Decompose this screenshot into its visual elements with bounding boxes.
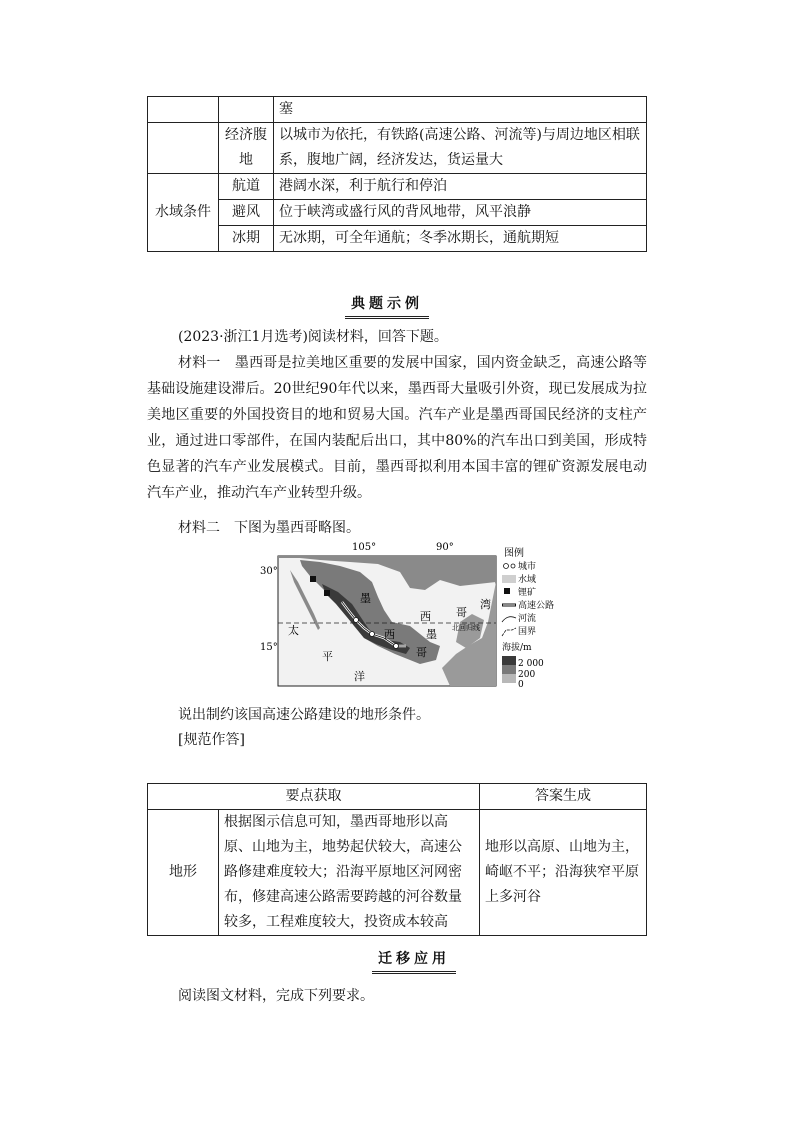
- table-row: [148, 174, 647, 200]
- table-row: [148, 123, 647, 174]
- legend-item: 城市: [518, 562, 537, 572]
- lithium-mine-marker: [310, 576, 316, 582]
- table-row: [148, 97, 647, 123]
- standard-answer-label: [规范作答]: [178, 732, 245, 748]
- water-swatch: [502, 575, 516, 583]
- table-cell: 无冰期，可全年通航；冬季冰期长，通航期短: [274, 226, 647, 252]
- table-cell: 以城市为依托，有铁路(高速公路、河流等)与周边地区相联系，腹地广阔，经济发达，货运量大: [274, 123, 647, 174]
- mexico-map: [260, 542, 640, 692]
- table-cell: 航道: [219, 174, 274, 200]
- question-text: 说出制约该国高速公路建设的地形条件。: [178, 707, 430, 723]
- material-two: 材料二 下图为墨西哥略图。: [178, 520, 360, 536]
- city-marker: [394, 644, 399, 649]
- table-cell: 经济腹地: [219, 123, 274, 174]
- legend-item: 高速公路: [518, 601, 555, 611]
- header-answer: 答案生成: [480, 784, 647, 810]
- elevation-value: 200: [518, 670, 536, 680]
- city-marker: [354, 618, 359, 623]
- place-label: 哥: [416, 646, 427, 659]
- legend-item: 锂矿: [518, 588, 537, 598]
- place-label: 平: [322, 650, 333, 663]
- table-group-label: 水域条件: [148, 174, 219, 252]
- header-points: 要点获取: [148, 784, 480, 810]
- lat-label: 15°: [260, 642, 278, 653]
- section-heading-transfer: 迁移应用: [372, 948, 456, 974]
- table-cell: 港阔水深，利于航行和停泊: [274, 174, 647, 200]
- table-cell: 避风: [219, 200, 274, 226]
- table-cell: 塞: [274, 97, 647, 123]
- table-row: [148, 226, 647, 252]
- town-icon: [511, 564, 515, 568]
- legend-item: 水域: [518, 575, 537, 585]
- table-row: [148, 200, 647, 226]
- material-one: 材料一 墨西哥是拉美地区重要的发展中国家，国内资金缺乏，高速公路等基础设施建设滞后。20世纪90年代以来，墨西哥大量吸引外资，现已发展成为拉美地区重要的外国投资目的地和贸易大国。汽车产业是墨西哥国民经济的支柱产业，通过进口零部件，在国内装配后出口，其中80%的汽车出口到美国，形成特色显著的汽车产业发展模式。目前，墨西哥拟利用本国丰富的锂矿资源发展电动汽车产业，推动汽车产业转型升级。: [147, 355, 647, 501]
- answer-table: [147, 783, 647, 936]
- tropic-label: 北回归线: [452, 624, 480, 632]
- lat-label: 30°: [260, 566, 278, 577]
- table-header-row: [148, 784, 647, 810]
- elevation-swatch-low: [502, 674, 516, 683]
- port-conditions-table: [147, 96, 647, 252]
- table-cell: [148, 97, 219, 123]
- elevation-value: 0: [518, 680, 524, 690]
- legend-item: 河流: [518, 614, 537, 624]
- points-text: 根据图示信息可知，墨西哥地形以高原、山地为主，地势起伏较大，高速公路修建难度较大；沿海平原地区河网密布，修建高速公路需要跨越的河谷数量较多，工程难度较大，投资成本较高: [219, 810, 480, 936]
- place-label: 墨: [360, 592, 371, 605]
- table-cell: 位于峡湾或盛行风的背风地带，风平浪静: [274, 200, 647, 226]
- river-icon: [502, 617, 516, 622]
- elevation-swatch-high: [502, 656, 516, 665]
- place-label: 太: [288, 624, 299, 637]
- table-cell: 冰期: [219, 226, 274, 252]
- lithium-mine-marker: [324, 590, 330, 596]
- lithium-icon: [504, 588, 510, 594]
- lon-label: 90°: [436, 542, 454, 553]
- place-label: 湾: [480, 598, 491, 611]
- city-icon: [504, 564, 509, 569]
- place-label: 西: [420, 610, 431, 623]
- read-instruction: 阅读图文材料，完成下列要求。: [178, 988, 374, 1004]
- place-label: 墨: [426, 628, 437, 641]
- table-cell: [148, 123, 219, 174]
- place-label: 西: [384, 628, 395, 641]
- elevation-value: 2 000: [518, 659, 544, 669]
- legend-item: 国界: [518, 627, 537, 637]
- city-marker: [370, 632, 375, 637]
- place-label: 哥: [456, 606, 467, 619]
- border-icon: [502, 628, 516, 636]
- legend-title: 图例: [504, 548, 524, 559]
- table-row: [148, 810, 647, 936]
- lon-label: 105°: [352, 542, 377, 553]
- place-label: 洋: [354, 670, 365, 683]
- elevation-title: 海拔/m: [502, 643, 532, 653]
- elevation-swatch-mid: [502, 665, 516, 674]
- answer-text: 地形以高原、山地为主，崎岖不平；沿海狭窄平原上多河谷: [480, 810, 647, 936]
- table-cell: [219, 97, 274, 123]
- section-heading-examples: 典题示例: [345, 293, 429, 319]
- question-intro: (2023·浙江1月选考)阅读材料，回答下题。: [178, 329, 448, 345]
- row-label-terrain: 地形: [148, 810, 219, 936]
